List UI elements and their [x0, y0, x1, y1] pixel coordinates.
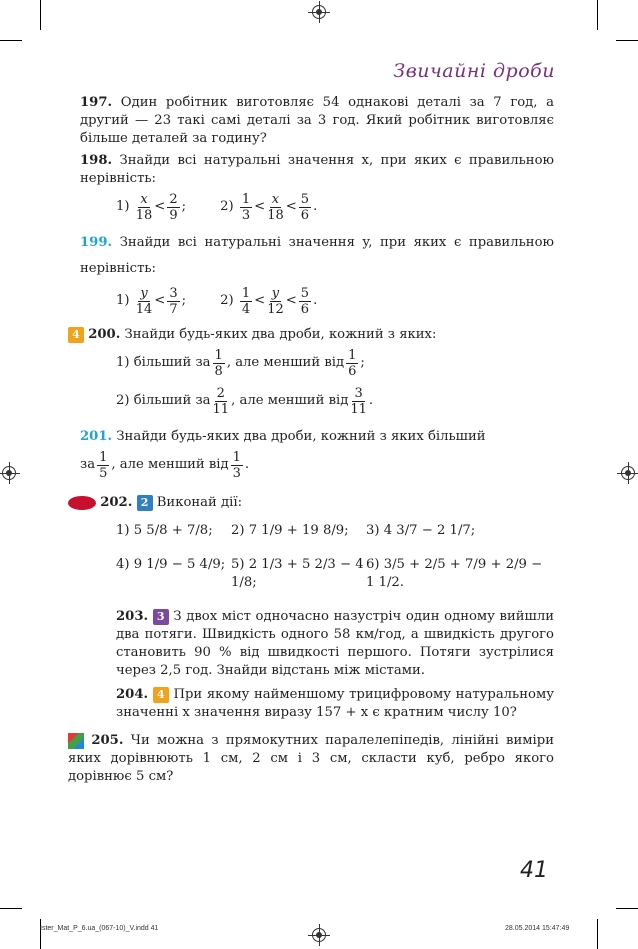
fraction: 1 6: [348, 347, 357, 379]
problem-203: [80, 608, 554, 680]
problem-text: При якому найменшому трицифровому натуральному значенні x значення виразу 157 + x є кратним числу 10?: [116, 687, 554, 720]
problem-text: З двох міст одночасно назустріч один одному вийшли два потяги. Швидкість одного 58 км/год, а швидкість другого становить 90 % від швидкості першого. Потяги зустрілися через 2,5 год. Знайди відстань між містами.: [116, 609, 554, 678]
crop-mark: [40, 919, 41, 949]
problem-text: Знайди будь-яких два дроби, кожний з яких:: [124, 327, 437, 342]
fraction: 1 3: [241, 191, 251, 223]
fraction: 5 6: [300, 191, 310, 223]
problem-number: 200.: [88, 327, 121, 342]
crop-mark: [597, 919, 598, 949]
footer-timestamp: 28.05.2014 15:47:49: [505, 925, 570, 932]
item-label: 1): [116, 293, 130, 308]
problem-198: [80, 152, 554, 188]
fraction: 1 8: [214, 347, 223, 379]
registration-mark-icon: [621, 466, 635, 480]
fraction: 5 6: [300, 285, 310, 317]
item-label: 2): [220, 293, 234, 308]
expression: 6) 3/5 + 2/5 + 7/9 + 2/9 − 1 1/2.: [366, 557, 543, 590]
crop-mark: [0, 908, 22, 909]
rubiks-cube-icon: [68, 733, 84, 749]
problem-number: 202.: [100, 495, 133, 510]
fraction: x 18: [267, 191, 284, 223]
crop-mark: [616, 40, 638, 41]
problem-199-items: 1) y 14 < 3 7 ; 2) 1 4 < y 12 < 5 6 .: [116, 285, 318, 317]
registration-mark-icon: [312, 5, 326, 19]
difficulty-badge: 2: [137, 495, 153, 511]
problem-number: 201.: [80, 429, 113, 444]
item-label: 1): [116, 199, 130, 214]
problem-202: [68, 494, 554, 512]
problem-199: [80, 230, 554, 282]
fraction: 2 11: [212, 385, 230, 417]
page-content: [68, 94, 554, 786]
problem-205: [68, 732, 554, 786]
expression: 1) 5 5/8 + 7/8;: [116, 523, 213, 538]
crop-mark: [597, 0, 598, 30]
crop-mark: [0, 40, 22, 41]
page-number: 41: [520, 858, 548, 883]
problem-number: 197.: [80, 95, 113, 110]
problem-text: Знайди будь-яких два дроби, кожний з яких більший: [116, 429, 486, 444]
fraction: 1 5: [99, 449, 108, 481]
problem-204: [80, 686, 554, 722]
problem-200-item-2: 2) більший за 2 11 , але менший від 3 11 .: [116, 385, 374, 417]
expression: 5) 2 1/3 + 5 2/3 − 4 1/8;: [231, 557, 364, 590]
registration-mark-icon: [2, 466, 16, 480]
difficulty-badge: 4: [153, 687, 169, 703]
problem-197: [80, 94, 554, 148]
problem-number: 203.: [116, 609, 149, 624]
fraction: 3 11: [350, 385, 367, 417]
problem-text: Виконай дії:: [156, 495, 243, 510]
footer-file-info: Ister_Mat_P_6.ua_(067-10)_V.indd 41: [40, 925, 159, 932]
problem-number: 198.: [80, 153, 113, 168]
problem-202-items: [80, 522, 554, 592]
expression: 2) 7 1/9 + 19 8/9;: [231, 523, 349, 538]
partner-work-icon: [68, 496, 96, 510]
fraction: y 14: [135, 285, 153, 317]
problem-number: 205.: [91, 733, 124, 748]
problem-text: Один робітник виготовляє 54 однакові деталі за 7 год, а другий — 23 такі самі деталі за 3 год. Який робітник виготовляє більше деталей за годину?: [80, 95, 554, 146]
expression: 4) 9 1/9 − 5 4/9;: [116, 557, 226, 572]
problem-201-line-2: за 1 5 , але менший від 1 3 .: [80, 449, 250, 481]
problem-number: 204.: [116, 687, 149, 702]
item-label: 2): [220, 199, 234, 214]
registration-mark-icon: [312, 928, 326, 942]
fraction: 1 4: [241, 285, 251, 317]
difficulty-badge: 4: [68, 327, 84, 343]
crop-mark: [616, 908, 638, 909]
fraction: 3 7: [169, 285, 178, 317]
expression: 3) 4 3/7 − 2 1/7;: [366, 523, 476, 538]
problem-text: Знайди всі натуральні значення y, при яких є правильною нерівність:: [80, 235, 554, 276]
problem-198-items: 1) x 18 < 2 9 ; 2) 1 3 < x 18 < 5 6 .: [116, 191, 318, 223]
section-title: Звичайні дроби: [393, 60, 555, 82]
difficulty-badge: 3: [153, 609, 169, 625]
fraction: x 18: [135, 191, 153, 223]
problem-200-item-1: 1) більший за 1 8 , але менший від 1 6 ;: [116, 347, 365, 379]
fraction: y 12: [267, 285, 284, 317]
problem-200: [68, 326, 554, 344]
fraction: 1 3: [232, 449, 241, 481]
problem-text: Чи можна з прямокутних паралелепіпедів, лінійні виміри яких дорівнюють 1 см, 2 см і 3 см, скласти куб, ребро якого дорівнює 5 см?: [68, 733, 554, 784]
problem-text: Знайди всі натуральні значення x, при яких є правильною нерівність:: [80, 153, 554, 186]
problem-number: 199.: [80, 235, 113, 250]
crop-mark: [40, 0, 41, 30]
problem-201: [80, 428, 554, 446]
fraction: 2 9: [169, 191, 178, 223]
